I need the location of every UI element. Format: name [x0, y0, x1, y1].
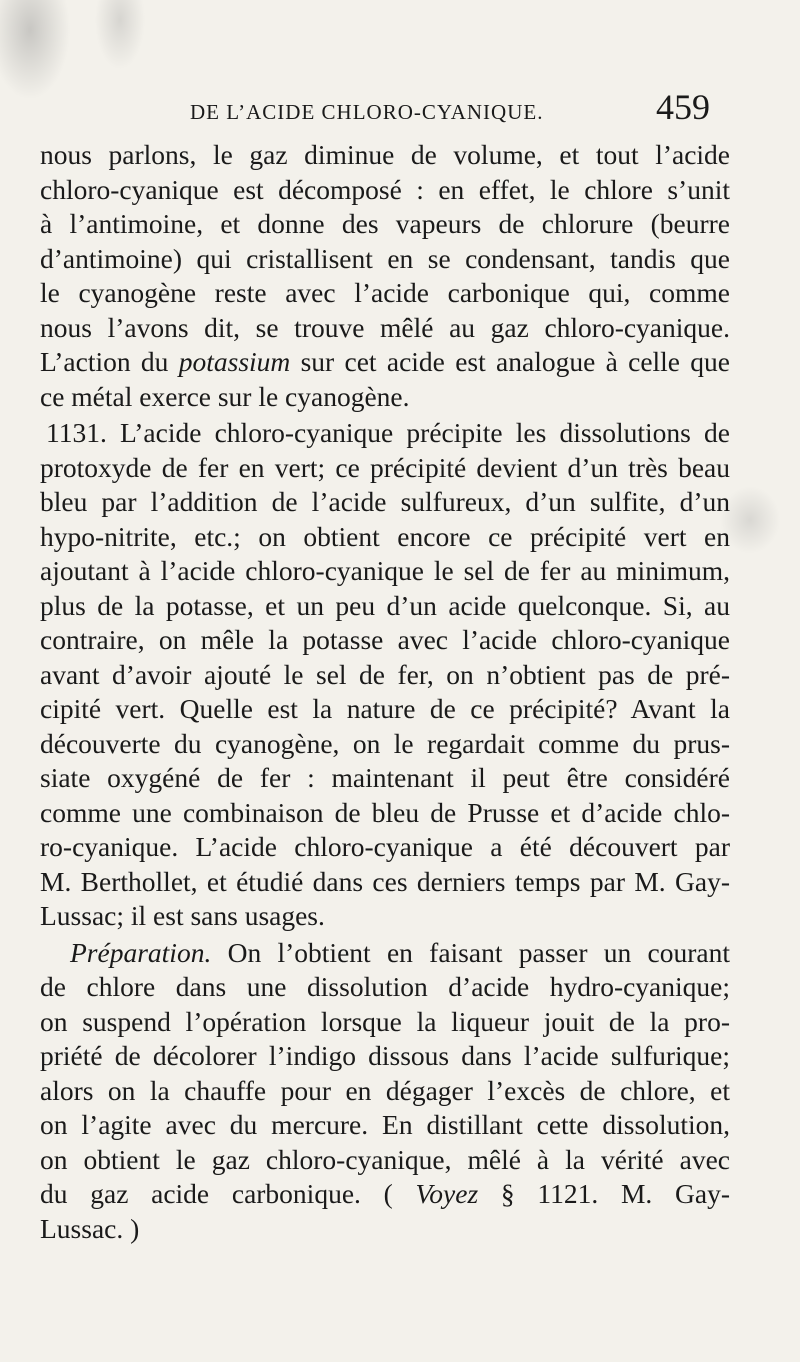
section-heading-italic: Préparation.: [70, 936, 212, 968]
text-line: [40, 936, 730, 971]
text-line: Lussac; il est sans usages.: [40, 900, 325, 931]
running-title: DE L’ACIDE CHLORO-CYANIQUE.: [190, 100, 544, 124]
text-line: ajoutant à l’acide chloro-cyanique le sel de fer au minimum,: [40, 555, 730, 586]
text-line: priété de décolorer l’indigo dissous dans l’acide sulfurique;: [40, 1040, 730, 1071]
text-line: [40, 345, 730, 380]
text-line: de chlore dans une dissolution d’acide hydro-cyanique;: [40, 971, 730, 1002]
italic-term: Voyez: [415, 1178, 479, 1209]
paragraph-continuation: [40, 138, 730, 414]
text-line: contraire, on mêle la potasse avec l’acide chloro-cyanique: [40, 624, 730, 655]
text-line: [40, 1177, 730, 1212]
text-line: 1131. L’acide chloro-cyanique précipite les dissolutions de: [46, 417, 730, 448]
text-line: bleu par l’addition de l’acide sulfureux, d’un sulfite, d’un: [40, 486, 730, 517]
text-line: M. Berthollet, et étudié dans ces derniers temps par M. Gay-: [40, 865, 730, 897]
text-span: On l’obtient en faisant passer un courant: [227, 936, 730, 968]
text-line: on l’agite avec du mercure. En distillant cette dissolution,: [40, 1109, 730, 1140]
text-span: du gaz acide carbonique. (: [40, 1178, 393, 1209]
text-line: on suspend l’opération lorsque la liqueur jouit de la pro-: [40, 1005, 730, 1037]
text-line: ce métal exerce sur le cyanogène.: [40, 380, 410, 412]
text-line: nous l’avons dit, se trouve mêlé au gaz chloro-cyanique.: [40, 311, 730, 343]
text-line: le cyanogène reste avec l’acide carbonique qui, comme: [40, 277, 730, 308]
text-line: siate oxygéné de fer : maintenant il peut être considéré: [40, 762, 730, 793]
text-line: avant d’avoir ajouté le sel de fer, on n’obtient pas de pré-: [40, 658, 730, 690]
paragraph-preparation: [40, 936, 730, 1247]
text-line: comme une combinaison de bleu de Prusse et d’acide chlo-: [40, 796, 730, 828]
text-line: plus de la potasse, et un peu d’un acide quelconque. Si, au: [40, 589, 730, 621]
italic-term: potassium: [178, 346, 291, 377]
text-line: hypo-nitrite, etc.; on obtient encore ce précipité vert en: [40, 520, 730, 552]
text-line: on obtient le gaz chloro-cyanique, mêlé à la vérité avec: [40, 1143, 730, 1175]
text-line: découverte du cyanogène, on le regardait comme du prus-: [40, 727, 730, 759]
page-body: [40, 138, 730, 1246]
text-line: d’antimoine) qui cristallisent en se condensant, tandis que: [40, 242, 730, 274]
paragraph-1131: [40, 416, 730, 934]
text-span: L’action du: [40, 346, 169, 377]
text-line: alors on la chauffe pour en dégager l’excès de chlore, et: [40, 1074, 730, 1106]
text-line: Lussac. ): [40, 1212, 140, 1244]
page-number: 459: [656, 87, 710, 127]
text-line: à l’antimoine, et donne des vapeurs de chlorure (beurre: [40, 208, 730, 239]
text-span: sur cet acide est analogue à celle que: [300, 346, 730, 377]
text-line: nous parlons, le gaz diminue de volume, et tout l’acide: [40, 139, 730, 170]
text-line: chloro-cyanique est décomposé : en effet, le chlore s’unit: [40, 173, 730, 205]
text-line: ro-cyanique. L’acide chloro-cyanique a été découvert par: [40, 831, 730, 862]
text-span: § 1121. M. Gay-: [500, 1178, 730, 1209]
text-line: protoxyde de fer en vert; ce précipité devient d’un très beau: [40, 451, 730, 483]
text-line: cipité vert. Quelle est la nature de ce précipité? Avant la: [40, 693, 730, 724]
